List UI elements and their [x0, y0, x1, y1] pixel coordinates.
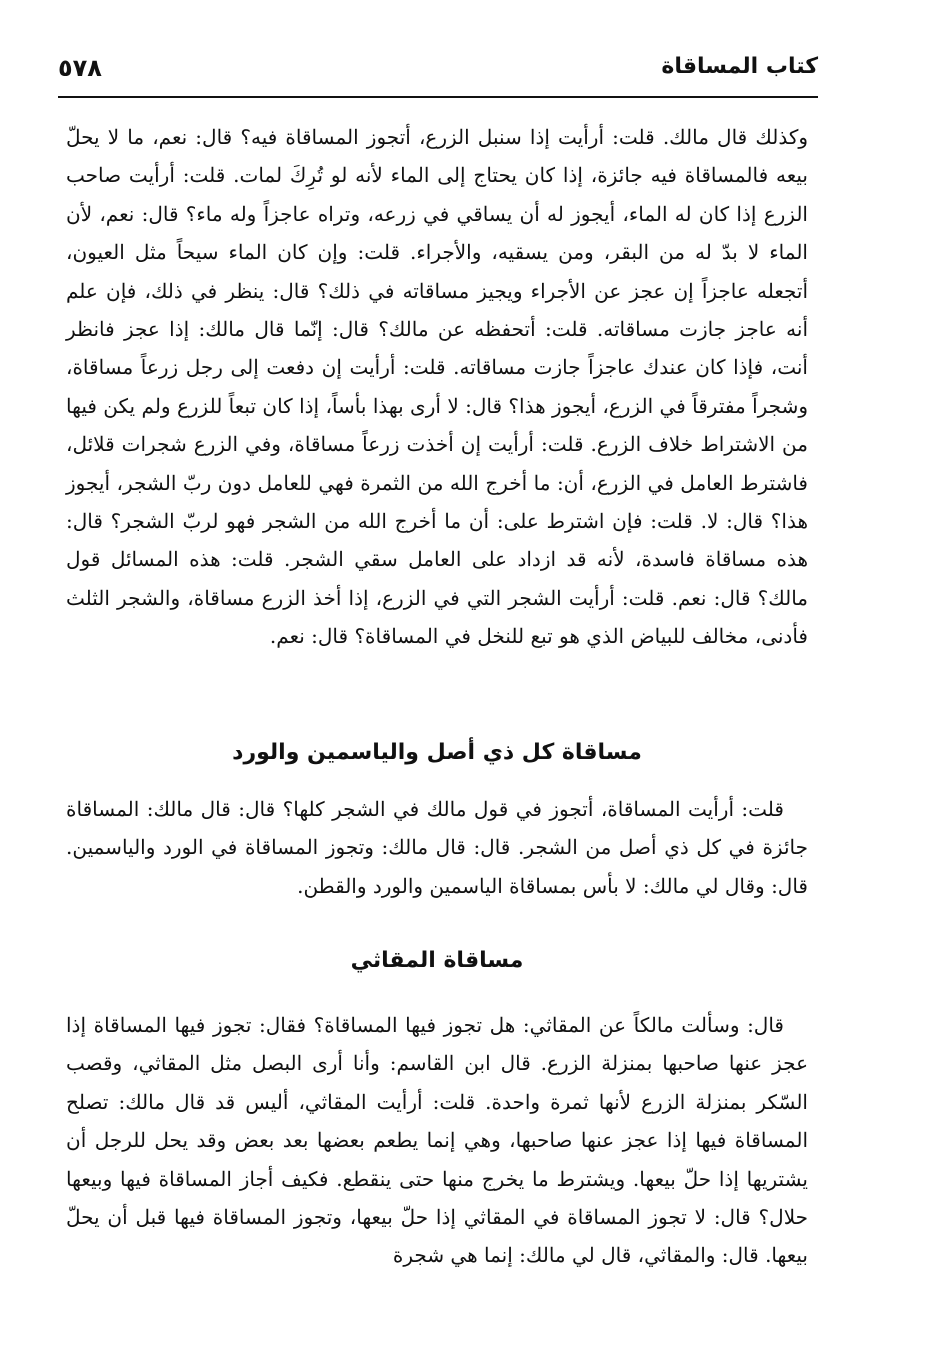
paragraph-text: قلت: أرأيت المساقاة، أتجوز في قول مالك في الشجر كلها؟ قال: قال مالك: المساقاة جائزة في كل ذي أصل من الشجر. قال: قال مالك: وتجوز المساقاة في الورد والياسمين. قال: وقال لي مالك: لا بأس بمساقاة الياسمين والورد والقطن. [66, 797, 808, 898]
paragraph [66, 1006, 808, 1275]
header-rule [58, 96, 818, 98]
text-block-mosaqat-al-zar [66, 118, 808, 656]
text-block-muqathi [66, 1006, 808, 1275]
book-title: كتاب المساقاة [661, 54, 818, 79]
page-number: ٥٧٨ [58, 54, 102, 82]
paragraph [66, 790, 808, 905]
text-block-fruit-trees [66, 790, 808, 905]
section-heading-fruit-trees: مساقاة كل ذي أصل والياسمين والورد [232, 740, 642, 765]
paragraph-text: قال: وسألت مالكاً عن المقاثي: هل تجوز فيها المساقاة؟ فقال: تجوز فيها المساقاة إذا عجز عنها صاحبها بمنزلة الزرع. قال ابن القاسم: وأنا أرى البصل مثل المقاثي، وقصب السّكر بمنزلة الزرع لأنها ثمرة واحدة. قلت: أرأيت المقاثي، أليس قد قال مالك: تصلح المساقاة فيها إذا عجز عنها صاحبها، وهي إنما يطعم بعضها بعد بعض وقد يحل للرجل أن يشتريها إذا حلّ بيعها. ويشترط ما يخرج منها حتى ينقطع. فكيف أجاز المساقاة فيها وبيعها حلال؟ قال: لا تجوز المساقاة في المقاثي إذا حلّ بيعها، وتجوز المساقاة فيها قبل أن يحلّ بيعها. قال: والمقاثي، قال لي مالك: إنما هي شجرة [66, 1013, 808, 1268]
paragraph: وكذلك قال مالك. قلت: أرأيت إذا سنبل الزرع، أتجوز المساقاة فيه؟ قال: نعم، ما لا يحلّ بيعه فالمساقاة فيه جائزة، إذا كان يحتاج إلى الماء لأنه لو تُرِكَ لمات. قلت: أرأيت صاحب الزرع إذا كان له الماء، أيجوز له أن يساقي في زرعه، وتراه عاجزاً وله ماء؟ قال: نعم، لأن الماء لا بدّ له من البقر، ومن يسقيه، والأجراء. قلت: وإن كان الماء سيحاً مثل العيون، أتجعله عاجزاً إن عجز عن الأجراء ويجيز مساقاته في ذلك؟ قال: ينظر في ذلك، فإن علم أنه عاجز جازت مساقاته. قلت: أتحفظه عن مالك؟ قال: إنّما قال مالك: إذا عجز فانظر أنت، فإذا كان عندك عاجزاً جازت مساقاته. قلت: أرأيت إن دفعت إلى رجل زرعاً مساقاة، وشجراً مفترقاً في الزرع، أيجوز هذا؟ قال: لا أرى بهذا بأساً، إذا كان تبعاً للزرع ولم يكن فيها من الاشتراط خلاف الزرع. قلت: أرأيت إن أخذت زرعاً مساقاة، وفي الزرع شجرات قلائل، فاشترط العامل في الزرع، أن: ما أخرج الله من الثمرة فهي للعامل دون ربّ الشجر، أيجوز هذا؟ قال: لا. قلت: فإن اشترط على: أن ما أخرج الله من الشجر فهو لربّ الشجر؟ قال: هذه مساقاة فاسدة، لأنه قد ازداد على العامل سقي الشجر. قلت: هذه المسائل قول مالك؟ قال: نعم. قلت: أرأيت الشجر التي في الزرع، إذا أخذ الزرع مساقاة، والشجر الثلث فأدنى، مخالف للبياض الذي هو تبع للنخل في المساقاة؟ قال: نعم. [66, 125, 808, 649]
running-head [58, 52, 818, 92]
section-heading-muqathi: مساقاة المقاثي [350, 948, 524, 973]
